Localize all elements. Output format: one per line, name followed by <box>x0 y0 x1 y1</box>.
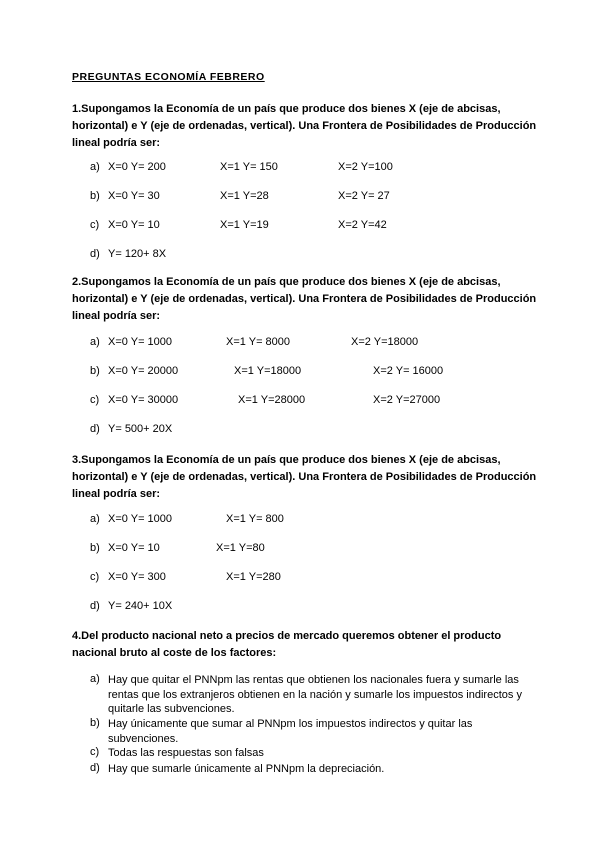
q2-option-c-col1: X=0 Y= 30000 <box>108 394 179 406</box>
q3-option-b-letter: b) <box>90 542 100 554</box>
q1-option-a-col1: X=0 Y= 200 <box>108 161 166 173</box>
q3-option-a-col2: X=1 Y= 800 <box>226 513 284 525</box>
q2-option-b-col2: X=1 Y=18000 <box>234 365 302 377</box>
q3-option-a-col1: X=0 Y= 1000 <box>108 513 173 525</box>
q4-option-a-text: Hay que quitar el PNNpm las rentas que obtienen los nacionales fuera y sumarle las rentas que los extranjeros obtienen en la nación y sumarle los impuestos indirectos y quitarle las subvenciones. <box>108 674 522 715</box>
q1-option-b-col2: X=1 Y=28 <box>220 190 269 202</box>
q2-option-b-letter: b) <box>90 365 100 377</box>
q4-option-a-letter: a) <box>90 673 100 685</box>
question-2-text: 2.Supongamos la Economía de un país que produce dos bienes X (eje de abcisas, horizontal) e Y (eje de ordenadas, vertical). Una Frontera de Posibilidades de Producción lineal podría ser: <box>72 276 537 322</box>
q4-option-d-text: Hay que sumarle únicamente al PNNpm la depreciación. <box>108 763 385 775</box>
q1-option-b-col3: X=2 Y= 27 <box>338 190 390 202</box>
q1-option-c-col3: X=2 Y=42 <box>338 219 387 231</box>
q2-option-c-letter: c) <box>90 394 100 406</box>
q3-option-b-col1: X=0 Y= 10 <box>108 542 160 554</box>
q1-option-a-letter: a) <box>90 161 100 173</box>
q1-option-c-col1: X=0 Y= 10 <box>108 219 160 231</box>
q1-option-d-col1: Y= 120+ 8X <box>108 248 167 260</box>
q3-option-a-letter: a) <box>90 513 100 525</box>
q3-option-d-col1: Y= 240+ 10X <box>108 600 173 612</box>
q2-option-c-col2: X=1 Y=28000 <box>238 394 306 406</box>
q2-option-b-col1: X=0 Y= 20000 <box>108 365 179 377</box>
question-4-text: 4.Del producto nacional neto a precios de mercado queremos obtener el producto nacional bruto al coste de los factores: <box>72 630 502 659</box>
q4-option-c-text: Todas las respuestas son falsas <box>108 747 264 759</box>
question-3-text: 3.Supongamos la Economía de un país que produce dos bienes X (eje de abcisas, horizontal) e Y (eje de ordenadas, vertical). Una Frontera de Posibilidades de Producción lineal podría ser: <box>72 454 537 500</box>
q2-option-a-col3: X=2 Y=18000 <box>351 336 419 348</box>
question-1-text: 1.Supongamos la Economía de un país que produce dos bienes X (eje de abcisas, horizontal) e Y (eje de ordenadas, vertical). Una Frontera de Posibilidades de Producción lineal podría ser: <box>72 103 537 149</box>
q1-option-b-col1: X=0 Y= 30 <box>108 190 160 202</box>
q2-option-a-letter: a) <box>90 336 100 348</box>
q2-option-c-col3: X=2 Y=27000 <box>373 394 441 406</box>
q2-option-a-col2: X=1 Y= 8000 <box>226 336 291 348</box>
q3-option-c-letter: c) <box>90 571 100 583</box>
q1-option-d-letter: d) <box>90 248 100 260</box>
q4-option-b-letter: b) <box>90 717 100 729</box>
q2-option-a-col1: X=0 Y= 1000 <box>108 336 173 348</box>
q4-option-d-letter: d) <box>90 762 100 774</box>
q4-option-c-letter: c) <box>90 746 100 758</box>
q1-option-a-col2: X=1 Y= 150 <box>220 161 278 173</box>
q3-option-c-col1: X=0 Y= 300 <box>108 571 166 583</box>
q2-option-d-col1: Y= 500+ 20X <box>108 423 173 435</box>
q3-option-d-letter: d) <box>90 600 100 612</box>
q3-option-c-col2: X=1 Y=280 <box>226 571 281 583</box>
q2-option-d-letter: d) <box>90 423 100 435</box>
q4-option-b-text: Hay únicamente que sumar al PNNpm los impuestos indirectos y quitar las subvenciones. <box>108 718 473 745</box>
q1-option-c-letter: c) <box>90 219 100 231</box>
q1-option-b-letter: b) <box>90 190 100 202</box>
q1-option-c-col2: X=1 Y=19 <box>220 219 269 231</box>
q3-option-b-col2: X=1 Y=80 <box>216 542 265 554</box>
page-title: PREGUNTAS ECONOMÍA FEBRERO <box>72 71 265 83</box>
q1-option-a-col3: X=2 Y=100 <box>338 161 393 173</box>
q2-option-b-col3: X=2 Y= 16000 <box>373 365 444 377</box>
